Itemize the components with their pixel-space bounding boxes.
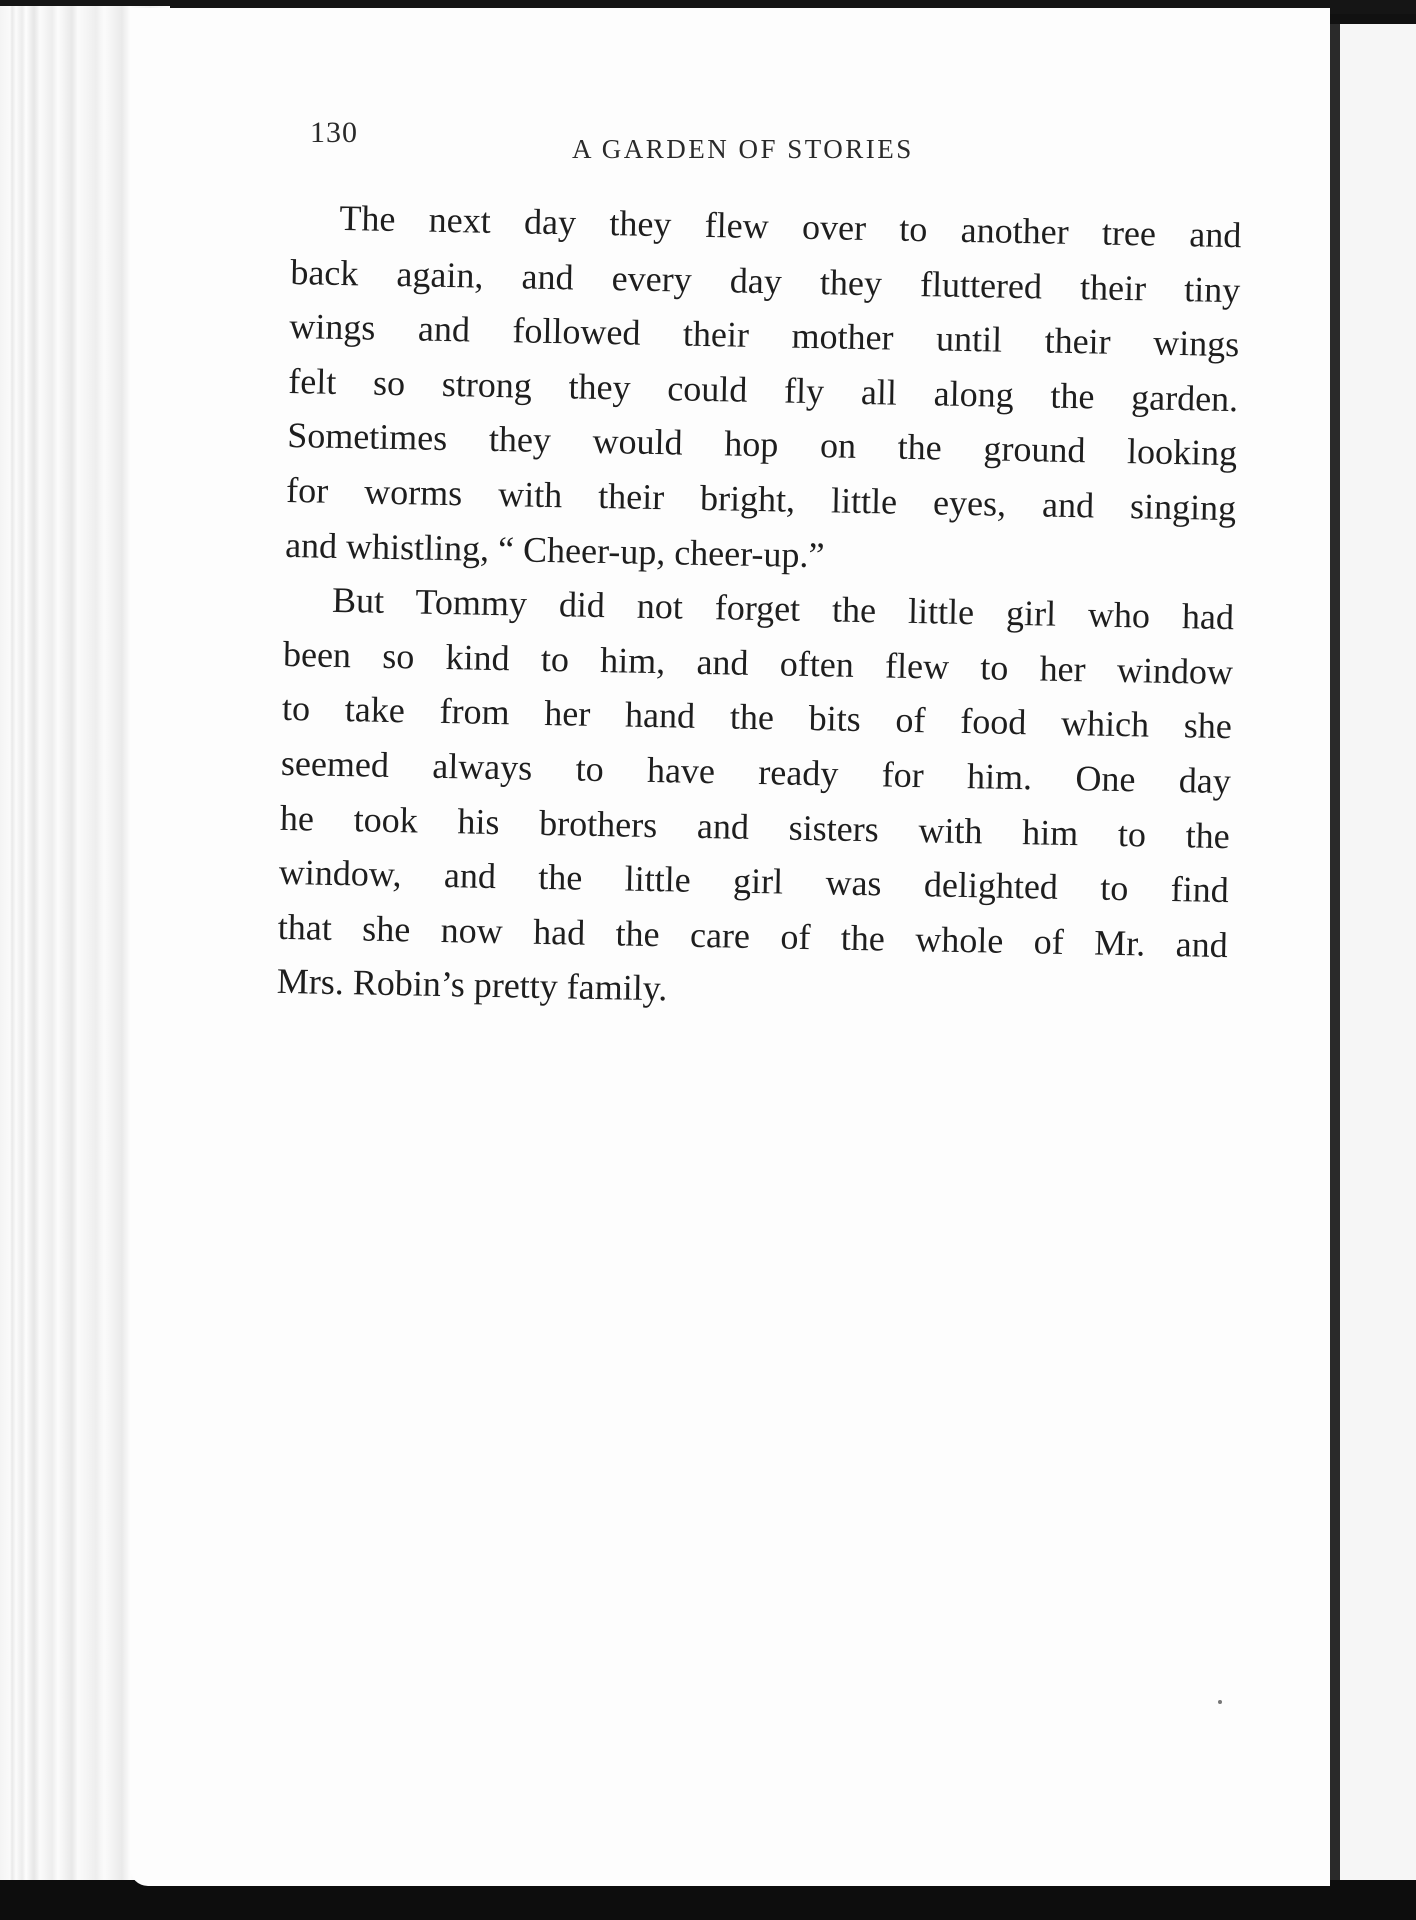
running-title: A GARDEN OF STORIES (572, 134, 914, 164)
text-line: The next day they flew over to another tree and (339, 197, 1242, 256)
text-line: that she now had the care of the whole of Mr. and (277, 906, 1229, 965)
text-line: Mrs. Robin’s pretty family. (276, 961, 668, 1009)
text-line: for worms with their bright, little eyes, and singing (285, 469, 1237, 529)
text-line: and whistling, “ Cheer-up, cheer-up.” (284, 524, 825, 575)
text-line: to take from her hand the bits of food which she (281, 688, 1233, 747)
text-line: he took his brothers and sisters with him to the (279, 797, 1231, 856)
text-line: felt so strong they could fly all along the garden. (287, 360, 1239, 419)
page-body-text (276, 190, 1242, 1027)
text-line: been so kind to him, and often flew to her window (282, 633, 1234, 692)
text-line: wings and followed their mother until their wings (289, 306, 1240, 365)
page-number: 130 (310, 116, 358, 149)
text-line: Sometimes they would hop on the ground looking (286, 415, 1238, 474)
paragraph-2 (276, 572, 1234, 1027)
text-line: But Tommy did not forget the little girl who had (331, 580, 1235, 638)
text-line: window, and the little girl was delighted to find (278, 852, 1230, 911)
facing-page-edge (1340, 24, 1416, 1884)
paper-speck (1218, 1700, 1222, 1704)
scan-bottom-border (0, 1880, 1416, 1920)
text-line: back again, and every day they fluttered their tiny (290, 251, 1241, 310)
paragraph-1 (285, 190, 1242, 590)
text-line: seemed always to have ready for him. One day (280, 742, 1232, 802)
